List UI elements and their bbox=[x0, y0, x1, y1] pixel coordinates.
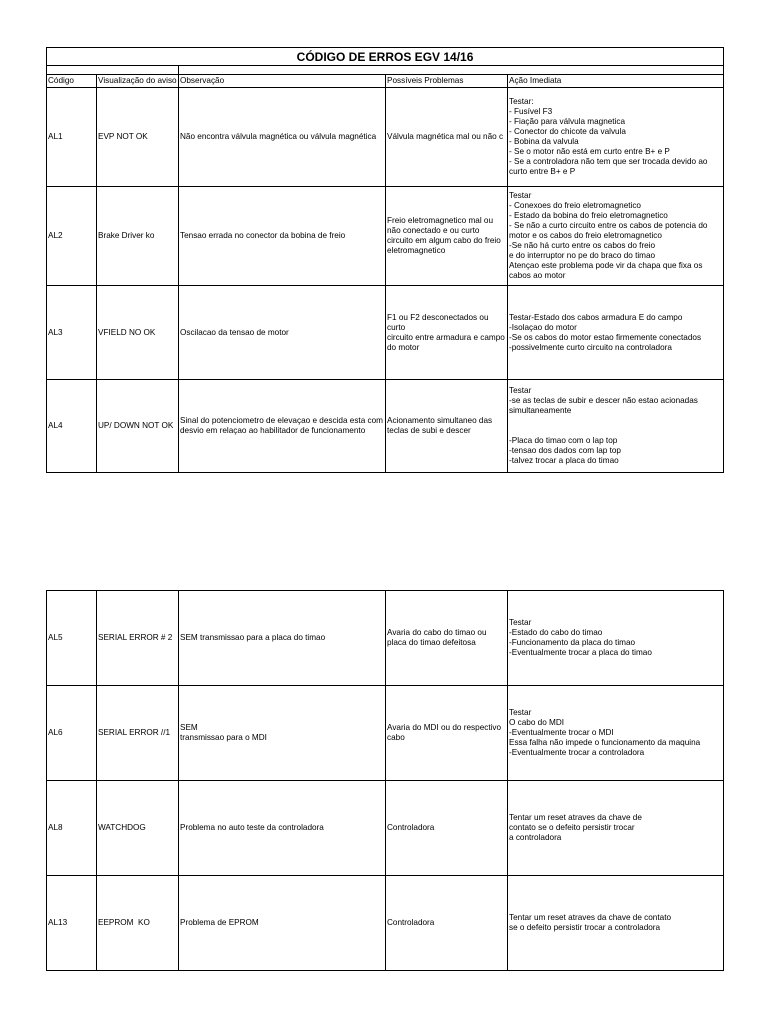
code-cell: AL4 bbox=[47, 380, 97, 473]
code-cell: AL3 bbox=[47, 286, 97, 380]
display-cell: Brake Driver ko bbox=[97, 187, 179, 286]
problems-cell: F1 ou F2 desconectados ou curto circuito entre armadura e campo do motor bbox=[386, 286, 508, 380]
action-cell: Testar -se as teclas de subir e descer não estao acionadas simultaneamente -Placa do timao com o lap top -tensao dos dados com lap top -talvez trocar a placa do timao bbox=[508, 380, 724, 473]
problems-cell: Freio eletromagnetico mal ou não conectado e ou curto circuito em algum cabo do freio eletromagnetico bbox=[386, 187, 508, 286]
display-cell: VFIELD NO OK bbox=[97, 286, 179, 380]
spacer-cell bbox=[179, 66, 724, 75]
header-acao-imediata: Ação Imediata bbox=[508, 75, 724, 88]
display-cell: WATCHDOG bbox=[97, 781, 179, 876]
display-cell: UP/ DOWN NOT OK bbox=[97, 380, 179, 473]
action-cell: Testar - Conexoes do freio eletromagnetico - Estado da bobina do freio eletromagnetico - Se não a curto circuito entre os cabos de potencia do motor e os cabos do freio eletromagnetico -Se não há curto entre os cabos do freio e do interruptor no pe do braco do timao Atençao este problema pode vir da chapa que fixa os cabos ao motor bbox=[508, 187, 724, 286]
problems-cell: Avaria do cabo do timao ou placa do timao defeitosa bbox=[386, 591, 508, 686]
code-cell: AL6 bbox=[47, 686, 97, 781]
action-cell: Testar-Estado dos cabos armadura E do campo -Isolaçao do motor -Se os cabos do motor estao firmemente conectados -possivelmente curto circuito na controladora bbox=[508, 286, 724, 380]
problems-cell: Acionamento simultaneo das teclas de subi e descer bbox=[386, 380, 508, 473]
page-title: CÓDIGO DE ERROS EGV 14/16 bbox=[47, 48, 724, 66]
problems-cell: Controladora bbox=[386, 781, 508, 876]
display-cell: SERIAL ERROR //1 bbox=[97, 686, 179, 781]
observation-cell: Tensao errada no conector da bobina de freio bbox=[179, 187, 386, 286]
problems-cell: Válvula magnética mal ou não c bbox=[386, 88, 508, 187]
action-cell: Testar: - Fusível F3 - Fiação para válvula magnetica - Conector do chicote da valvula - Bobina da valvula - Se o motor não está em curto entre B+ e P - Se a controladora não tem que ser trocada devido ao curto entre B+ e P bbox=[508, 88, 724, 187]
display-cell: SERIAL ERROR # 2 bbox=[97, 591, 179, 686]
header-visualizacao: Visualização do aviso bbox=[97, 75, 179, 88]
header-codigo: Código bbox=[47, 75, 97, 88]
observation-cell: Não encontra válvula magnética ou válvula magnética bbox=[179, 88, 386, 187]
observation-cell: SEM transmissao para o MDI bbox=[179, 686, 386, 781]
code-cell: AL2 bbox=[47, 187, 97, 286]
table-row bbox=[47, 591, 724, 686]
code-cell: AL8 bbox=[47, 781, 97, 876]
observation-cell: Sinal do potenciometro de elevaçao e descida esta com desvio em relaçao ao habilitador de funcionamento bbox=[179, 380, 386, 473]
action-cell: Testar O cabo do MDI -Eventualmente trocar o MDI Essa falha não impede o funcionamento da maquina -Eventualmente trocar a controladora bbox=[508, 686, 724, 781]
code-cell: AL5 bbox=[47, 591, 97, 686]
observation-cell: Oscilacao da tensao de motor bbox=[179, 286, 386, 380]
header-possiveis-problemas: Possíveis Problemas bbox=[386, 75, 508, 88]
spacer-cell bbox=[47, 66, 179, 75]
table-row bbox=[47, 876, 724, 971]
code-cell: AL13 bbox=[47, 876, 97, 971]
observation-cell: Problema no auto teste da controladora bbox=[179, 781, 386, 876]
header-observacao: Observação bbox=[179, 75, 386, 88]
action-cell: Testar -Estado do cabo do timao -Funcionamento da placa do timao -Eventualmente trocar a placa do timao bbox=[508, 591, 724, 686]
table-row bbox=[47, 187, 724, 286]
error-code-table-top bbox=[46, 47, 724, 473]
table-row bbox=[47, 380, 724, 473]
table-header-row bbox=[47, 75, 724, 88]
code-cell: AL1 bbox=[47, 88, 97, 187]
problems-cell: Avaria do MDI ou do respectivo cabo bbox=[386, 686, 508, 781]
table-row bbox=[47, 88, 724, 187]
display-cell: EVP NOT OK bbox=[97, 88, 179, 187]
action-cell: Tentar um reset atraves da chave de contato se o defeito persistir trocar a controladora bbox=[508, 781, 724, 876]
error-code-table-bottom bbox=[46, 590, 724, 971]
observation-cell: Problema de EPROM bbox=[179, 876, 386, 971]
table-row bbox=[47, 781, 724, 876]
observation-cell: SEM transmissao para a placa do timao bbox=[179, 591, 386, 686]
table-row bbox=[47, 286, 724, 380]
action-cell: Tentar um reset atraves da chave de contato se o defeito persistir trocar a controladora bbox=[508, 876, 724, 971]
display-cell: EEPROM KO bbox=[97, 876, 179, 971]
problems-cell: Controladora bbox=[386, 876, 508, 971]
table-row bbox=[47, 686, 724, 781]
